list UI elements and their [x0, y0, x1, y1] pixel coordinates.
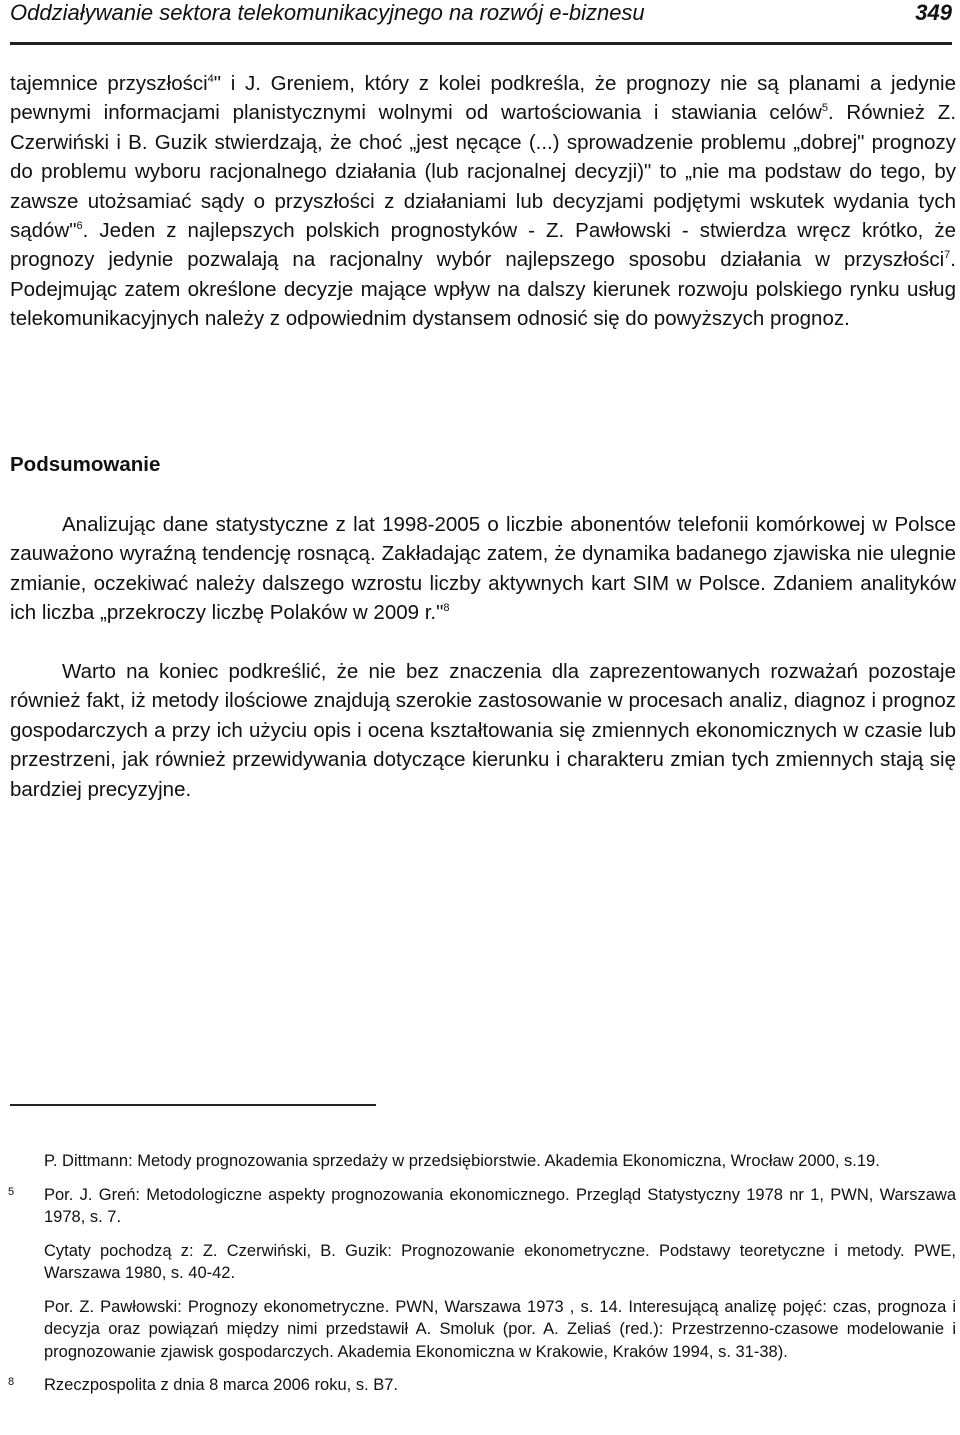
- running-header-title: Oddziaływanie sektora telekomunikacyjnego na rozwój e-biznesu: [10, 0, 645, 25]
- footnote-text: Rzeczpospolita z dnia 8 marca 2006 roku, s. B7.: [44, 1376, 399, 1394]
- section-heading: Podsumowanie: [10, 453, 161, 476]
- paragraph-text: . Również Z. Czerwiński i B. Guzik stwierdzają, że choć „jest nęcące (...) sprowadzenie problemu „dobrej" prognozy do problemu wyboru racjonalnego działania (lub racjonalnej decyzji)" to „nie ma podstaw do tego, by zawsze utożsamiać sądy o przyszłości z działaniami lub decyzjami podjętymi wskutek wydania tych sądów": [10, 101, 957, 243]
- footnote: [0, 1374, 956, 1397]
- footnote: [0, 1296, 956, 1364]
- footnote-ref[interactable]: 6: [76, 220, 83, 233]
- footnote-text: Por. J. Greń: Metodologiczne aspekty prognozowania ekonomicznego. Przegląd Statystyczny 1978 nr 1, PWN, Warszawa 1978, s. 7.: [44, 1185, 956, 1226]
- footnote-text: Por. Z. Pawłowski: Prognozy ekonometryczne. PWN, Warszawa 1973 , s. 14. Interesującą analizę pojęć: czas, prognoza i decyzja oraz powiązań między nimi przedstawił A. Smoluk (por. A. Zeliaś (red.): Przestrzenno-czasowe modelowanie i prognozowanie zjawisk gospodarczych. Akademia Ekonomiczna w Krakowie, Kraków 1994, s. 31-38).: [44, 1297, 956, 1361]
- footnote: [0, 1184, 956, 1229]
- footnote-text: Cytaty pochodzą z: Z. Czerwiński, B. Guzik: Prognozowanie ekonometryczne. Podstawy teoretyczne i metody. PWE, Warszawa 1980, s. 40-42.: [44, 1241, 956, 1282]
- footnote-ref[interactable]: 7: [944, 249, 951, 262]
- footnote: [0, 1150, 956, 1173]
- footnote-ref[interactable]: 8: [443, 602, 450, 615]
- paragraph-conclusion: Warto na koniec podkreślić, że nie bez znaczenia dla zaprezentowanych rozważań pozostaje również fakt, iż metody ilościowe znajdują szerokie zastosowanie w procesach analiz, diagnoz i prognoz gospodarczych a przy ich użyciu opis i ocena kształtowania się zmiennych ekonomicznych w czasie lub przestrzeni, jak również przewidywania dotyczące kierunku i charakteru zmian tych zmiennych stają się bardziej precyzyjne.: [10, 660, 956, 801]
- header-divider: [10, 42, 952, 45]
- paragraph-text: . Podejmując zatem określone decyzje mające wpływ na dalszy kierunek rozwoju polskiego rynku usług telekomunikacyjnych należy z odpowiednim dystansem odnosić się do powyższych prognoz.: [10, 248, 956, 331]
- footnotes: [0, 1150, 960, 1408]
- paragraph-text: tajemnice przyszłości: [10, 72, 208, 95]
- paragraph-text: . Jeden z najlepszych polskich prognostyków - Z. Pawłowski - stwierdza wręcz krótko, że prognozy jedynie pozwalają na racjonalny wybór najlepszego sposobu działania w przyszłości: [10, 219, 956, 272]
- footnote-ref[interactable]: 5: [821, 102, 828, 115]
- page-number: 349: [915, 0, 952, 25]
- footnote-number: 5: [8, 1185, 15, 1198]
- footnote: [0, 1240, 956, 1285]
- paragraph-text: " i J. Greniem, który z kolei podkreśla, że prognozy nie są planami a jedynie pewnymi informacjami planistycznymi wolnymi od wartościowania i stawiania celów: [10, 72, 957, 125]
- running-header: [10, 0, 952, 36]
- paragraph-text: Analizując dane statystyczne z lat 1998-2005 o liczbie abonentów telefonii komórkowej w Polsce zauważono wyraźną tendencję rosnącą. Zakładając zatem, że dynamika badanego zjawiska nie ulegnie zmianie, oczekiwać należy dalszego wzrostu liczby aktywnych kart SIM w Polsce. Zdaniem analityków ich liczba „przekroczy liczbę Polaków w 2009 r.": [10, 513, 956, 625]
- paragraph-summary: [10, 510, 956, 628]
- footnote-text: P. Dittmann: Metody prognozowania sprzedaży w przedsiębiorstwie. Akademia Ekonomiczna, Wrocław 2000, s.19.: [44, 1152, 880, 1170]
- footnote-ref[interactable]: 4: [207, 73, 214, 86]
- footnote-divider: [10, 1104, 376, 1106]
- footnote-number: 8: [8, 1376, 15, 1388]
- paragraph-forecasts: [10, 69, 956, 334]
